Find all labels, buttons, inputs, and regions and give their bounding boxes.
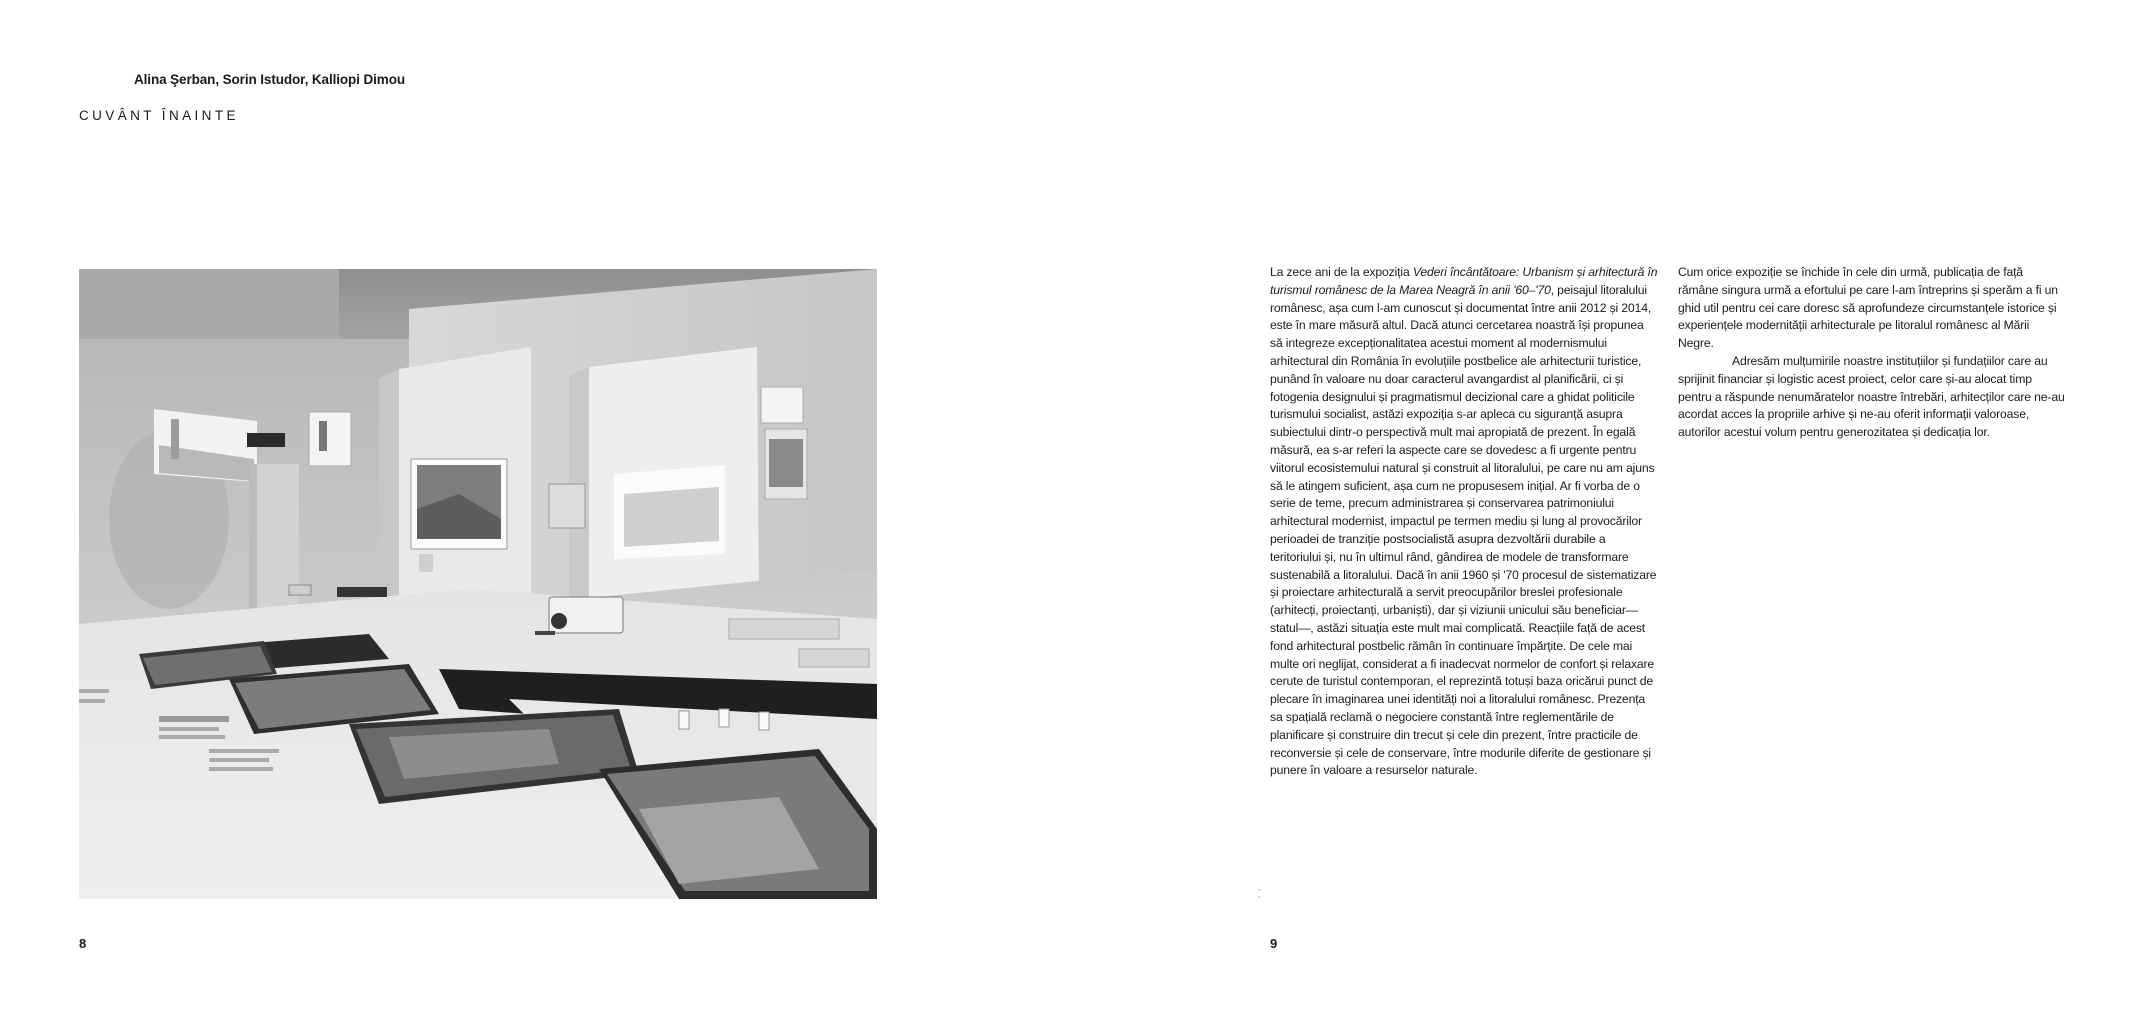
exhibition-title: Vederi încântătoare: Urbanism și arhitectură în turismul românesc de la Marea Neagră în anii '60–'70 [1270, 265, 1658, 297]
page-number-left: 8 [79, 936, 87, 951]
page-number-right: 9 [1270, 936, 1278, 951]
authors-line: Alina Şerban, Sorin Istudor, Kalliopi Dimou [134, 72, 405, 87]
text-column-one [1270, 264, 1658, 780]
section-title: CUVÂNT ÎNAINTE [79, 108, 239, 123]
exhibition-photo [79, 269, 877, 899]
margin-mark: ◦ ◦ [1258, 887, 1261, 901]
paragraph: Adresăm mulțumirile noastre instituțiilor și fundațiilor care au sprijinit financiar și logistic acest proiect, celor care și-au alocat timp pentru a răspunde nenumăratelor noastre întrebări, arhitecților care ne-au acordat acces la propriile arhive și ne-au oferit informații valoroase, autorilor acestui volum pentru generozitatea și dedicația lor. [1678, 353, 2065, 440]
paragraph: Cum orice expoziție se închide în cele din urmă, publicația de față rămâne singura urmă a efortului pe care l-am întreprins și sperăm a fi un ghid util pentru cei care doresc să aprofundeze circumstanțele istorice și experiențele modernității arhitecturale pe litoralul românesc al Mării Negre. [1678, 265, 2058, 351]
paragraph-intro: La zece ani de la expoziția [1270, 265, 1413, 279]
text-column-two [1678, 264, 2066, 442]
paragraph [1270, 264, 1658, 780]
paragraph-body: , peisajul litoralului românesc, așa cum l-am cunoscut și documentat între anii 2012 și 2014, este în mare măsură altul. Dacă atunci cercetarea noastră își propunea să integreze excepționalitatea acestui moment al modernismului arhitectural din România în evoluțiile postbelice ale arhitecturii turistice, punând în valoare nu doar caracterul avangardist al planificării, ci și fotogenia designului și pragmatismul decizional care a ghidat politicile turismului socialist, astăzi expoziția s-ar apleca cu siguranță asupra subiectului dintr-o perspectivă mult mai apropiată de prezent. În egală măsură, ea s-ar referi la aspecte care se dovedesc a fi urgente pentru viitorul ecosistemului natural și construit al litoralului, pe care nu am ajuns să le atingem suficient, așa cum ne propusesem inițial. Ar fi vorba de o serie de teme, precum administrarea și conservarea patrimoniului arhitectural modernist, impactul pe termen mediu și lung al provocărilor perioadei de tranziție postsocialistă asupra dezvoltării durabile a teritoriului și, nu în ultimul rând, gândirea de modele de transformare sustenabilă a litoralului. Dacă în anii 1960 și '70 procesul de sistematizare și proiectare arhitecturală a servit preocupărilor breslei profesionale (arhitecți, proiectanți, urbaniști), dar și viziunii unicului său beneficiar—statul—, astăzi situația este mult mai complicată. Reacțiile față de acest fond arhitectural postbelic rămân în continuare împărțite. De cele mai multe ori neglijat, considerat a fi inadecvat normelor de confort și relaxare cerute de turistul contemporan, el reprezintă totuși baza oricărui punct de plecare în imaginarea unei identități noi a litoralului românesc. Prezența sa spațială reclamă o negociere constantă între reglementările de planificare și construire din trecut și cele din prezent, între practicile de reconversie și cele de conservare, între modurile diferite de gestionare și punere în valoare a resurselor naturale. [1270, 282, 1657, 778]
